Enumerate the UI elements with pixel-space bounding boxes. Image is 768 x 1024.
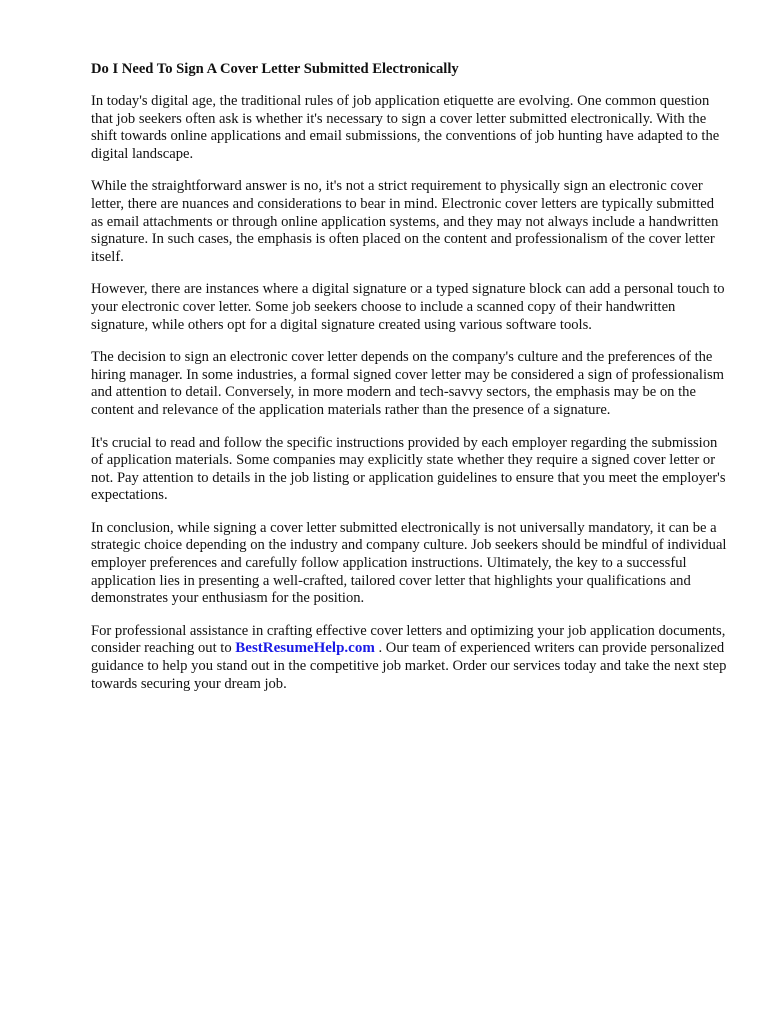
paragraph-instructions: It's crucial to read and follow the specific instructions provided by each employer regarding the submission of application materials. Some companies may explicitly state whether they require a signed cover letter or not. Pay attention to details in the job listing or application guidelines to ensure that you meet the employer's expectations.: [91, 434, 726, 504]
paragraph-conclusion: In conclusion, while signing a cover letter submitted electronically is not universally mandatory, it can be a strategic choice depending on the industry and company culture. Job seekers should be mindful of individual employer preferences and carefully follow application instructions. Ultimately, the key to a successful application lies in presenting a well-crafted, tailored cover letter that highlights your qualifications and demonstrates your enthusiasm for the position.: [91, 519, 727, 607]
bestresumehelp-link[interactable]: BestResumeHelp.com: [235, 640, 375, 657]
paragraph-intro: In today's digital age, the traditional rules of job application etiquette are evolving. One common question that job seekers often ask is whether it's necessary to sign a cover letter submitted electronically. With the shift towards online applications and email submissions, the conventions of job hunting have adapted to the digital landscape.: [91, 93, 720, 162]
promotion-text-before-link: For professional assistance in crafting effective cover letters and optimizing your job application documents, consider reaching out to: [91, 622, 726, 657]
paragraph-answer: While the straightforward answer is no, it's not a strict requirement to physically sign an electronic cover letter, there are nuances and considerations to bear in mind. Electronic cover letters are typically submitted as email attachments or through online application systems, and they may not always include a handwritten signature. In such cases, the emphasis is often placed on the content and professionalism of the cover letter itself.: [91, 178, 719, 265]
paragraph-company-culture: The decision to sign an electronic cover letter depends on the company's culture and the preferences of the hiring manager. In some industries, a formal signed cover letter may be considered a sign of professionalism and attention to detail. Conversely, in more modern and tech-savvy sectors, the emphasis may be on the content and relevance of the application materials rather than the presence of a signature.: [91, 349, 725, 418]
paragraph-promotion: [91, 623, 727, 693]
document-title: Do I Need To Sign A Cover Letter Submitted Electronically: [91, 61, 459, 77]
promotion-text-after-link: . Our team of experienced writers can provide personalized guidance to help you stand out in the competitive job market. Order our services today and take the next step towards securing your dream job.: [91, 640, 727, 692]
paragraph-digital-signature: However, there are instances where a digital signature or a typed signature block can add a personal touch to your electronic cover letter. Some job seekers choose to include a scanned copy of their handwritten signature, while others opt for a digital signature created using various software tools.: [91, 281, 725, 333]
document-page: [91, 60, 727, 708]
